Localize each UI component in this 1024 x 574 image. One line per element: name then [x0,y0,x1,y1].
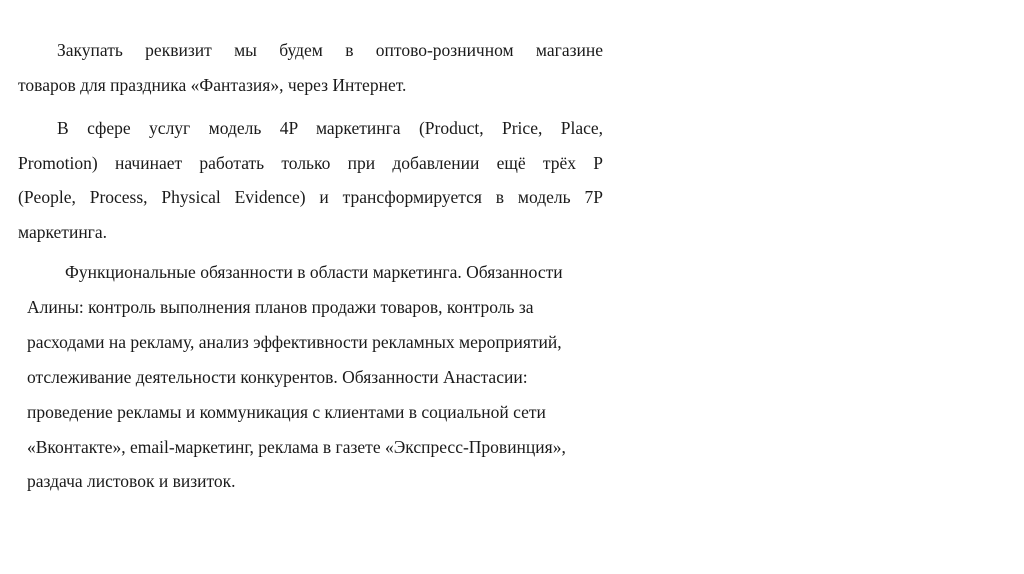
text-line: «Вконтакте», email-маркетинг, реклама в газете «Экспресс-Провинция», [27,437,566,457]
text-line: маркетинга. [18,222,108,242]
text-line: Алины: контроль выполнения планов продажи товаров, контроль за [27,297,534,317]
text-line: (People, Process, Physical Evidence) и трансформируется в модель 7P [18,187,603,207]
text-line: Функциональные обязанности в области маркетинга. Обязанности [65,262,563,282]
text-line: отслеживание деятельности конкурентов. Обязанности Анастасии: [27,367,528,387]
text-line: раздача листовок и визиток. [27,471,236,491]
text-line: Закупать реквизит мы будем в оптово-розничном магазине [57,40,603,60]
text-line: Promotion) начинает работать только при добавлении ещё трёх P [18,153,603,173]
text-line: В сфере услуг модель 4P маркетинга (Product, Price, Place, [57,118,603,138]
text-line: проведение рекламы и коммуникация с клиентами в социальной сети [27,402,546,422]
text-line: расходами на рекламу, анализ эффективности рекламных мероприятий, [27,332,562,352]
text-line: товаров для праздника «Фантазия», через Интернет. [18,75,407,95]
